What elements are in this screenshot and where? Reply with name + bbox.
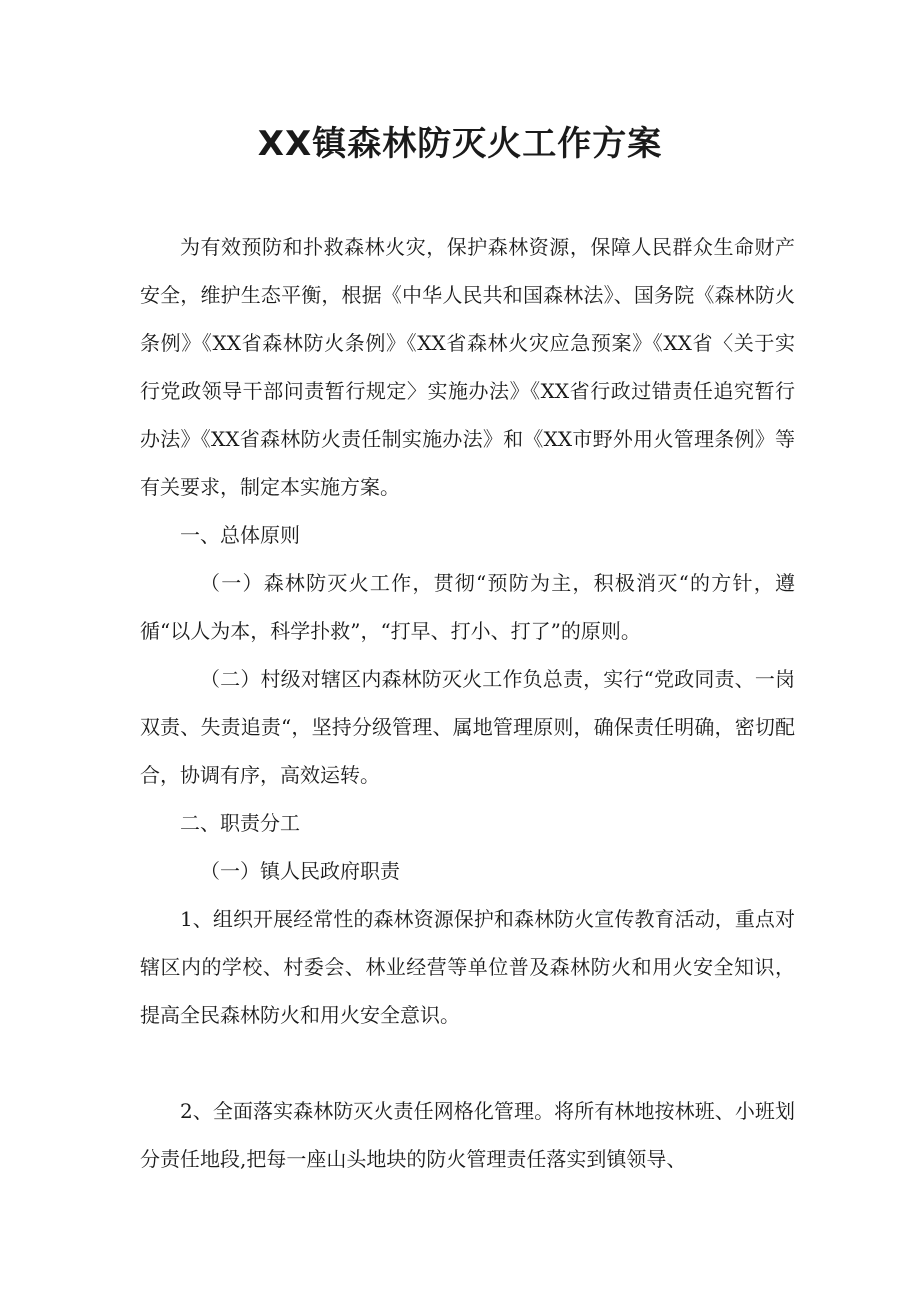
document-body <box>140 223 795 1183</box>
subsection-heading-town-government: （一）镇人民政府职责 <box>200 859 400 883</box>
section-heading-overall-principles: 一、总体原则 <box>180 523 300 547</box>
document-title: XX镇森林防灭火工作方案 <box>257 124 663 164</box>
duty-paragraph-1: 1、组织开展经常性的森林资源保护和森林防火宣传教育活动，重点对辖区内的学校、村委会、林业经营等单位普及森林防火和用火安全知识，提高全民森林防火和用火安全意识。 <box>140 907 795 1027</box>
intro-paragraph: 为有效预防和扑救森林火灾，保护森林资源，保障人民群众生命财产安全，维护生态平衡，根据《中华人民共和国森林法》、国务院《森林防火条例》《XX省森林防火条例》《XX省森林火灾应急预案》《XX省〈关于实行党政领导干部问责暂行规定〉实施办法》《XX省行政过错责任追究暂行办法》《XX省森林防火责任制实施办法》和《XX市野外用火管理条例》等有关要求，制定本实施方案。 <box>140 235 795 499</box>
duty-paragraph-2: 2、全面落实森林防灭火责任网格化管理。将所有林地按林班、小班划分责任地段,把每一座山头地块的防火管理责任落实到镇领导、 <box>140 1099 795 1171</box>
section-heading-duties: 二、职责分工 <box>180 811 300 835</box>
paragraph-spacer <box>140 1039 795 1087</box>
principle-paragraph-1: （一）森林防灭火工作，贯彻“预防为主，积极消灭“的方针，遵循“以人为本，科学扑救”，“打早、打小、打了”的原则。 <box>140 571 795 643</box>
principle-paragraph-2: （二）村级对辖区内森林防灭火工作负总责，实行“党政同责、一岗双责、失责追责“，坚持分级管理、属地管理原则，确保责任明确，密切配合，协调有序，高效运转。 <box>140 667 795 787</box>
